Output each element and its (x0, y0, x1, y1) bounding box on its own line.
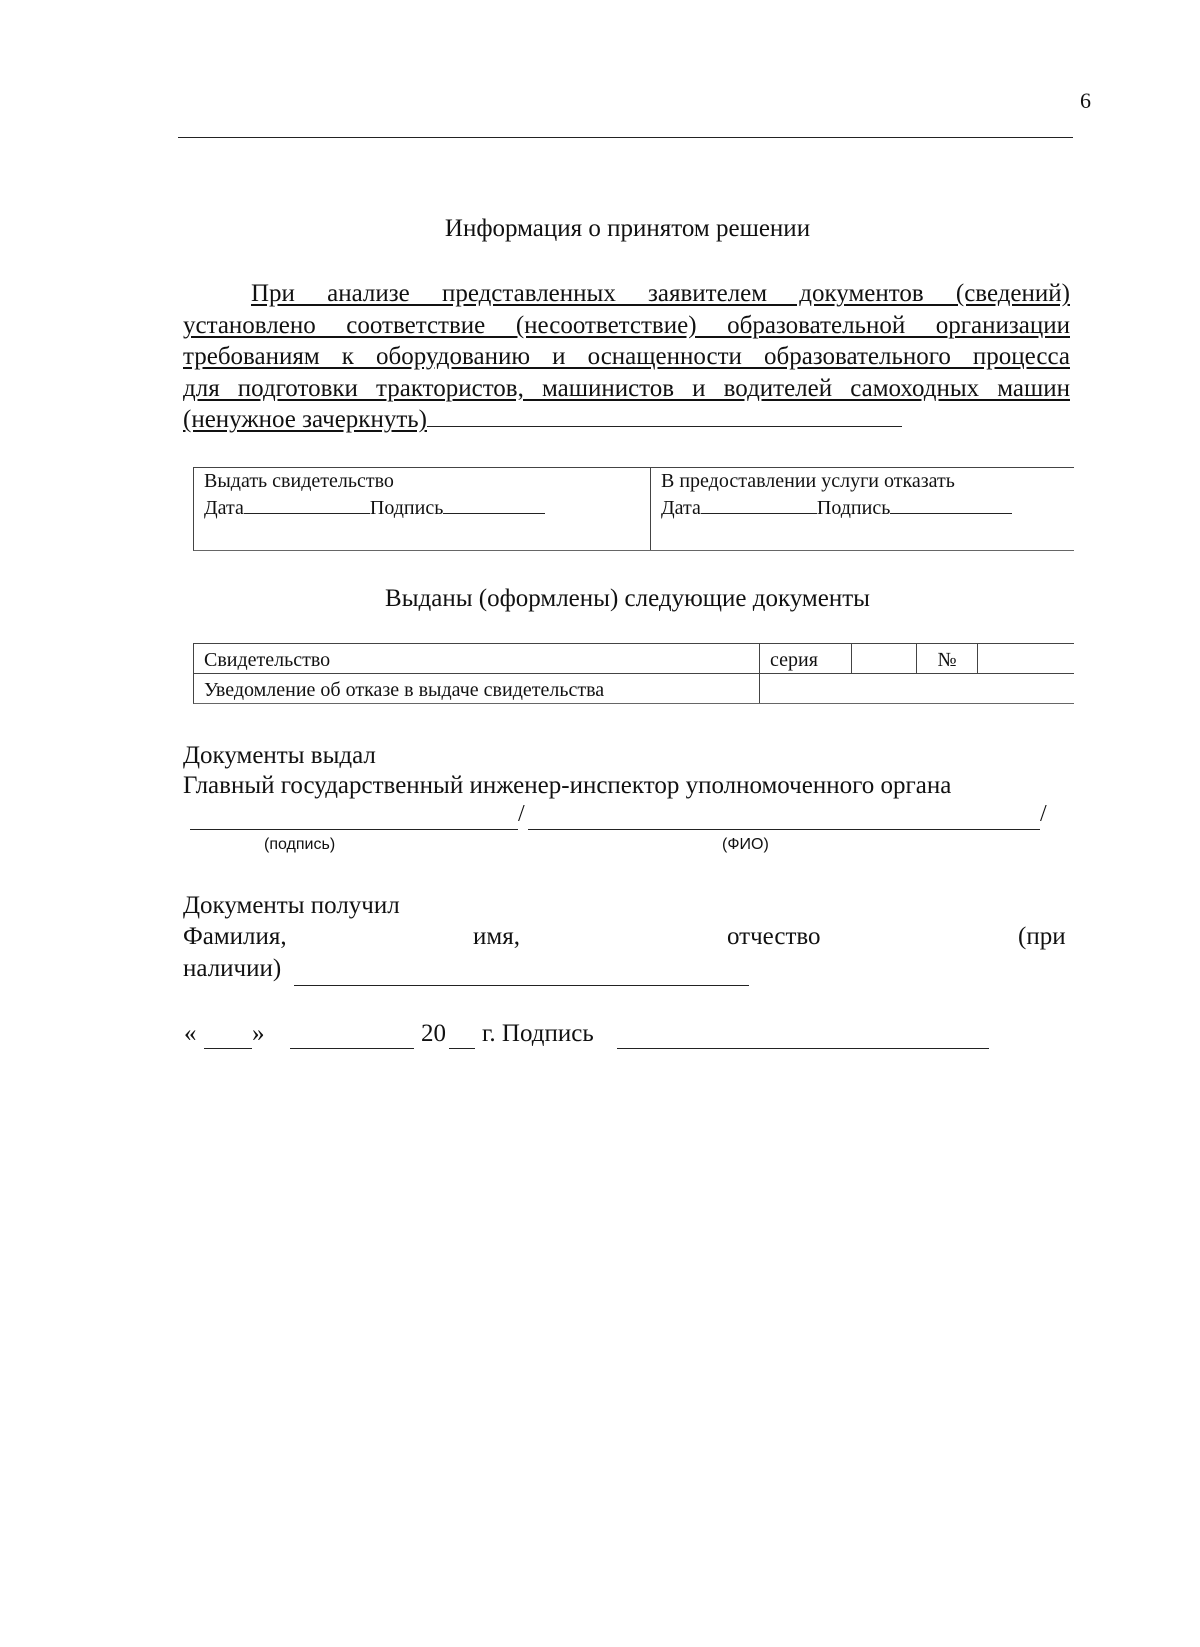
issuer-signature-line[interactable] (190, 829, 518, 830)
series-label: серия (759, 644, 860, 673)
year-field[interactable] (449, 1048, 475, 1049)
day-field[interactable] (204, 1048, 252, 1049)
year-prefix: 20 (421, 1020, 446, 1047)
name-label: имя, (473, 923, 520, 950)
name-end-separator: / (1040, 801, 1047, 827)
footer-signature-label: г. Подпись (482, 1020, 594, 1047)
signature-caption: (подпись) (264, 836, 336, 853)
paragraph-line-3: требованиям к оборудованию и оснащенности образовательного процесса (183, 343, 1070, 370)
issue-certificate-cell (204, 468, 644, 550)
issued-by-heading: Документы выдал (183, 742, 376, 769)
refuse-date-label: Дата (661, 497, 701, 519)
paragraph-fill-line[interactable] (427, 408, 902, 427)
issued-documents-table (193, 643, 1074, 704)
paragraph-line-4: для подготовки трактористов, машинистов и водителей самоходных машин (183, 374, 1070, 402)
issued-documents-title: Выданы (оформлены) следующие документы (385, 585, 870, 612)
recipient-name-line[interactable] (294, 985, 749, 986)
patronymic-label: отчество (727, 923, 821, 950)
header-divider (178, 137, 1073, 138)
inspector-position: Главный государственный инженер-инспектор уполномоченного органа (183, 772, 952, 799)
refuse-service-cell (650, 468, 1081, 550)
issuer-name-line[interactable] (528, 829, 1040, 830)
refuse-signature-field[interactable] (890, 498, 1012, 514)
day-close-quote: » (252, 1020, 265, 1047)
paragraph-line-2: установлено соответствие (несоответствие) образовательной организации (183, 311, 1070, 339)
number-field[interactable] (977, 644, 1075, 673)
table-row (194, 674, 1074, 703)
if-any-label-end: наличии) (183, 955, 282, 982)
day-open-quote: « (184, 1020, 197, 1047)
refuse-signature-label: Подпись (816, 497, 891, 519)
paragraph-line-1: При анализе представленных заявителем документов (сведений) (251, 280, 1070, 307)
issue-certificate-label: Выдать свидетельство (204, 470, 394, 492)
issue-date-label: Дата (204, 497, 244, 519)
refuse-date-field[interactable] (701, 498, 817, 514)
certificate-label: Свидетельство (204, 649, 331, 671)
table-row (194, 644, 1074, 674)
series-field[interactable] (851, 644, 915, 673)
number-label: № (916, 644, 977, 673)
surname-label: Фамилия, (183, 923, 287, 950)
decision-paragraph (183, 278, 1070, 436)
page-number: 6 (1080, 88, 1091, 113)
refusal-notice-label: Уведомление об отказе в выдаче свидетельства (204, 679, 605, 701)
paragraph-line-5: (ненужное зачеркнуть) (183, 406, 427, 433)
decision-title: Информация о принятом решении (444, 215, 811, 242)
issue-signature-label: Подпись (369, 497, 444, 519)
name-caption: (ФИО) (722, 836, 769, 853)
refuse-service-label: В предоставлении услуги отказать (661, 470, 955, 492)
decision-table (193, 467, 1074, 551)
signature-separator: / (518, 801, 525, 827)
month-field[interactable] (290, 1048, 414, 1049)
if-any-label-start: (при (1018, 923, 1066, 950)
received-by-heading: Документы получил (183, 892, 400, 919)
issue-date-field[interactable] (244, 498, 370, 514)
issue-signature-field[interactable] (443, 498, 545, 514)
recipient-signature-line[interactable] (617, 1048, 989, 1049)
refusal-notice-field[interactable] (759, 674, 1075, 703)
